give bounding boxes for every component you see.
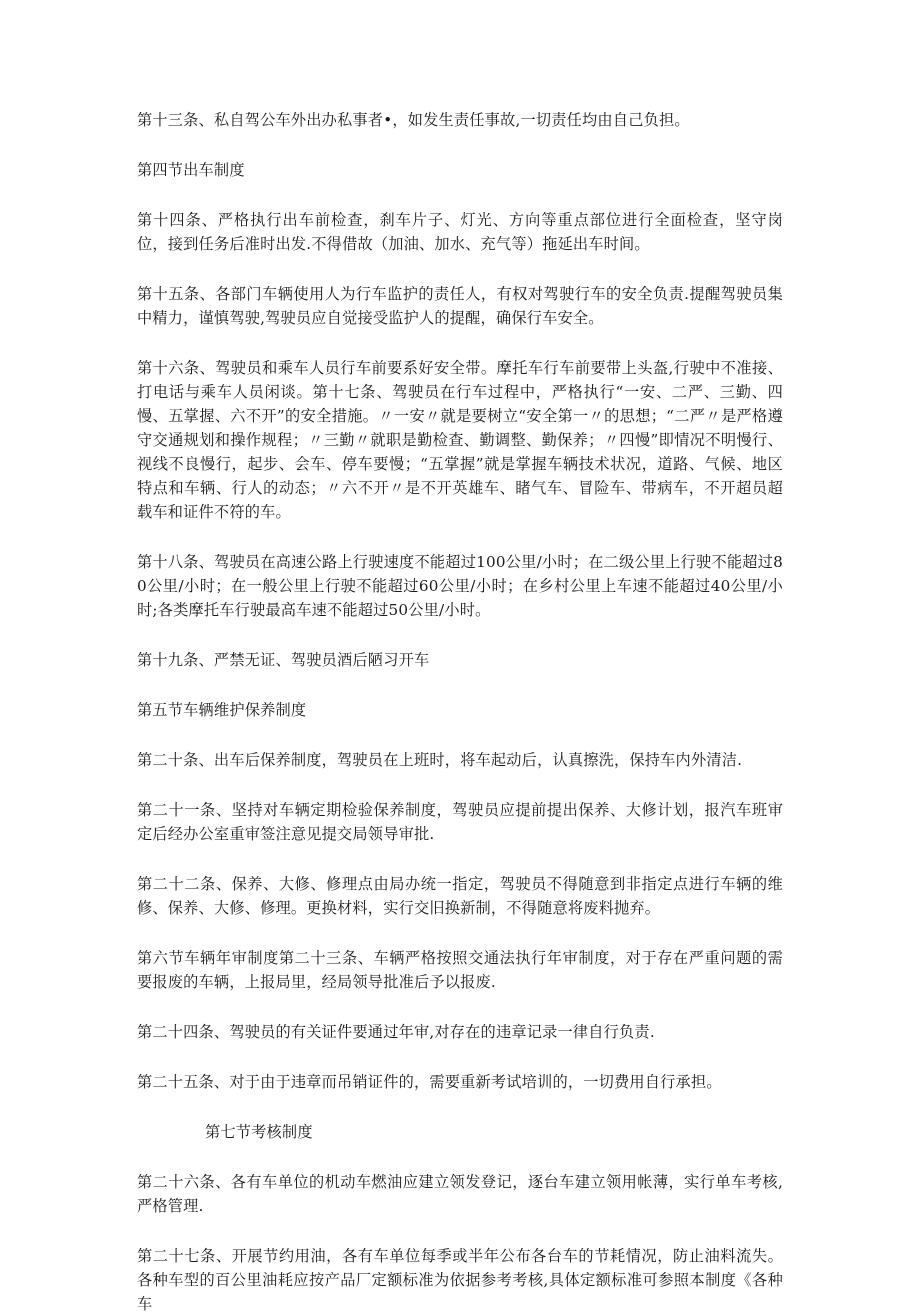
- section-heading-7: 第七节考核制度: [205, 1123, 313, 1141]
- article-16-17: 第十六条、驾驶员和乘车人员行车前要系好安全带。摩托车行车前要带上头盔,行驶中不准接、打电话与乘车人员闲谈。第十七条、驾驶员在行车过程中，严格执行“一安、二严、三勤、四慢、五掌握、六不开”的安全措施。〃一安〃就是要树立“安全第一〃的思想；“二严〃是严格遵守交通规划和操作规程；〃三勤〃就职是勤检查、勤调整、勤保养；〃四慢”即情况不明慢行、视线不良慢行，起步、会车、停车要慢；“五掌握”就是掌握车辆技术状况，道路、气候、地区特点和车辆、行人的动态；〃六不开〃是不开英雄车、睹气车、冒险车、带病车，不开超员超载车和证件不符的车。: [137, 359, 783, 521]
- document-page: [137, 108, 783, 1316]
- article-25: 第二十五条、对于由于违章而吊销证件的，需要重新考试培训的，一切费用自行承担。: [137, 1073, 722, 1091]
- article-18: 第十八条、驾驶员在高速公路上行驶速度不能超过100公里/小时；在二级公里上行驶不能超过80公里/小时；在一般公里上行驶不能超过60公里/小时；在乡村公里上车速不能超过40公里/小时;各类摩托车行驶最高车速不能超过50公里/小时。: [137, 553, 783, 619]
- section-heading-4: 第四节出车制度: [137, 161, 245, 179]
- article-26: 第二十六条、各有车单位的机动车燃油应建立领发登记，逐台车建立领用帐薄，实行单车考核,严格管理.: [137, 1173, 783, 1215]
- article-22: 第二十二条、保养、大修、修理点由局办统一指定，驾驶员不得随意到非指定点进行车辆的维修、保养、大修、修理。更换材料，实行交旧换新制，不得随意将废料抛弃。: [137, 875, 783, 917]
- article-15: 第十五条、各部门车辆使用人为行车监护的责任人，有权对驾驶行车的安全负责.提醒驾驶员集中精力，谨慎驾驶,驾驶员应自觉接受监护人的提醒，确保行车安全。: [137, 285, 783, 327]
- article-14: 第十四条、严格执行出车前检查，刹车片子、灯光、方向等重点部位进行全面检查，坚守岗位，接到任务后准时出发.不得借故（加油、加水、充气等）拖延出车时间。: [137, 211, 783, 253]
- article-20: 第二十条、出车后保养制度，驾驶员在上班时，将车起动后，认真擦洗，保持车内外清洁.: [137, 751, 743, 769]
- article-27: 第二十七条、开展节约用油，各有车单位每季或半年公布各台车的节耗情况，防止油料流失。各种车型的百公里油耗应按产品厂定额标准为依据参考考核,具体定额标准可参照本制度《各种车: [137, 1247, 783, 1313]
- article-19: 第十九条、严禁无证、驾驶员酒后陋习开车: [137, 651, 430, 669]
- section-heading-5: 第五节车辆维护保养制度: [137, 701, 307, 719]
- section-6-article-23: 第六节车辆年审制度第二十三条、车辆严格按照交通法执行年审制度，对于存在严重问题的需要报废的车辆，上报局里，经局领导批准后予以报废.: [137, 949, 783, 991]
- article-21: 第二十一条、坚持对车辆定期检验保养制度，驾驶员应提前提出保养、大修计划，报汽车班审定后经办公室重审签注意见提交局领导审批.: [137, 801, 783, 843]
- article-24: 第二十四条、驾驶员的有关证件要通过年审,对存在的违章记录一律自行负责.: [137, 1023, 655, 1041]
- article-13: 第十三条、私自驾公车外出办私事者•，如发生责任事故,一切责任均由自己负担。: [137, 111, 690, 129]
